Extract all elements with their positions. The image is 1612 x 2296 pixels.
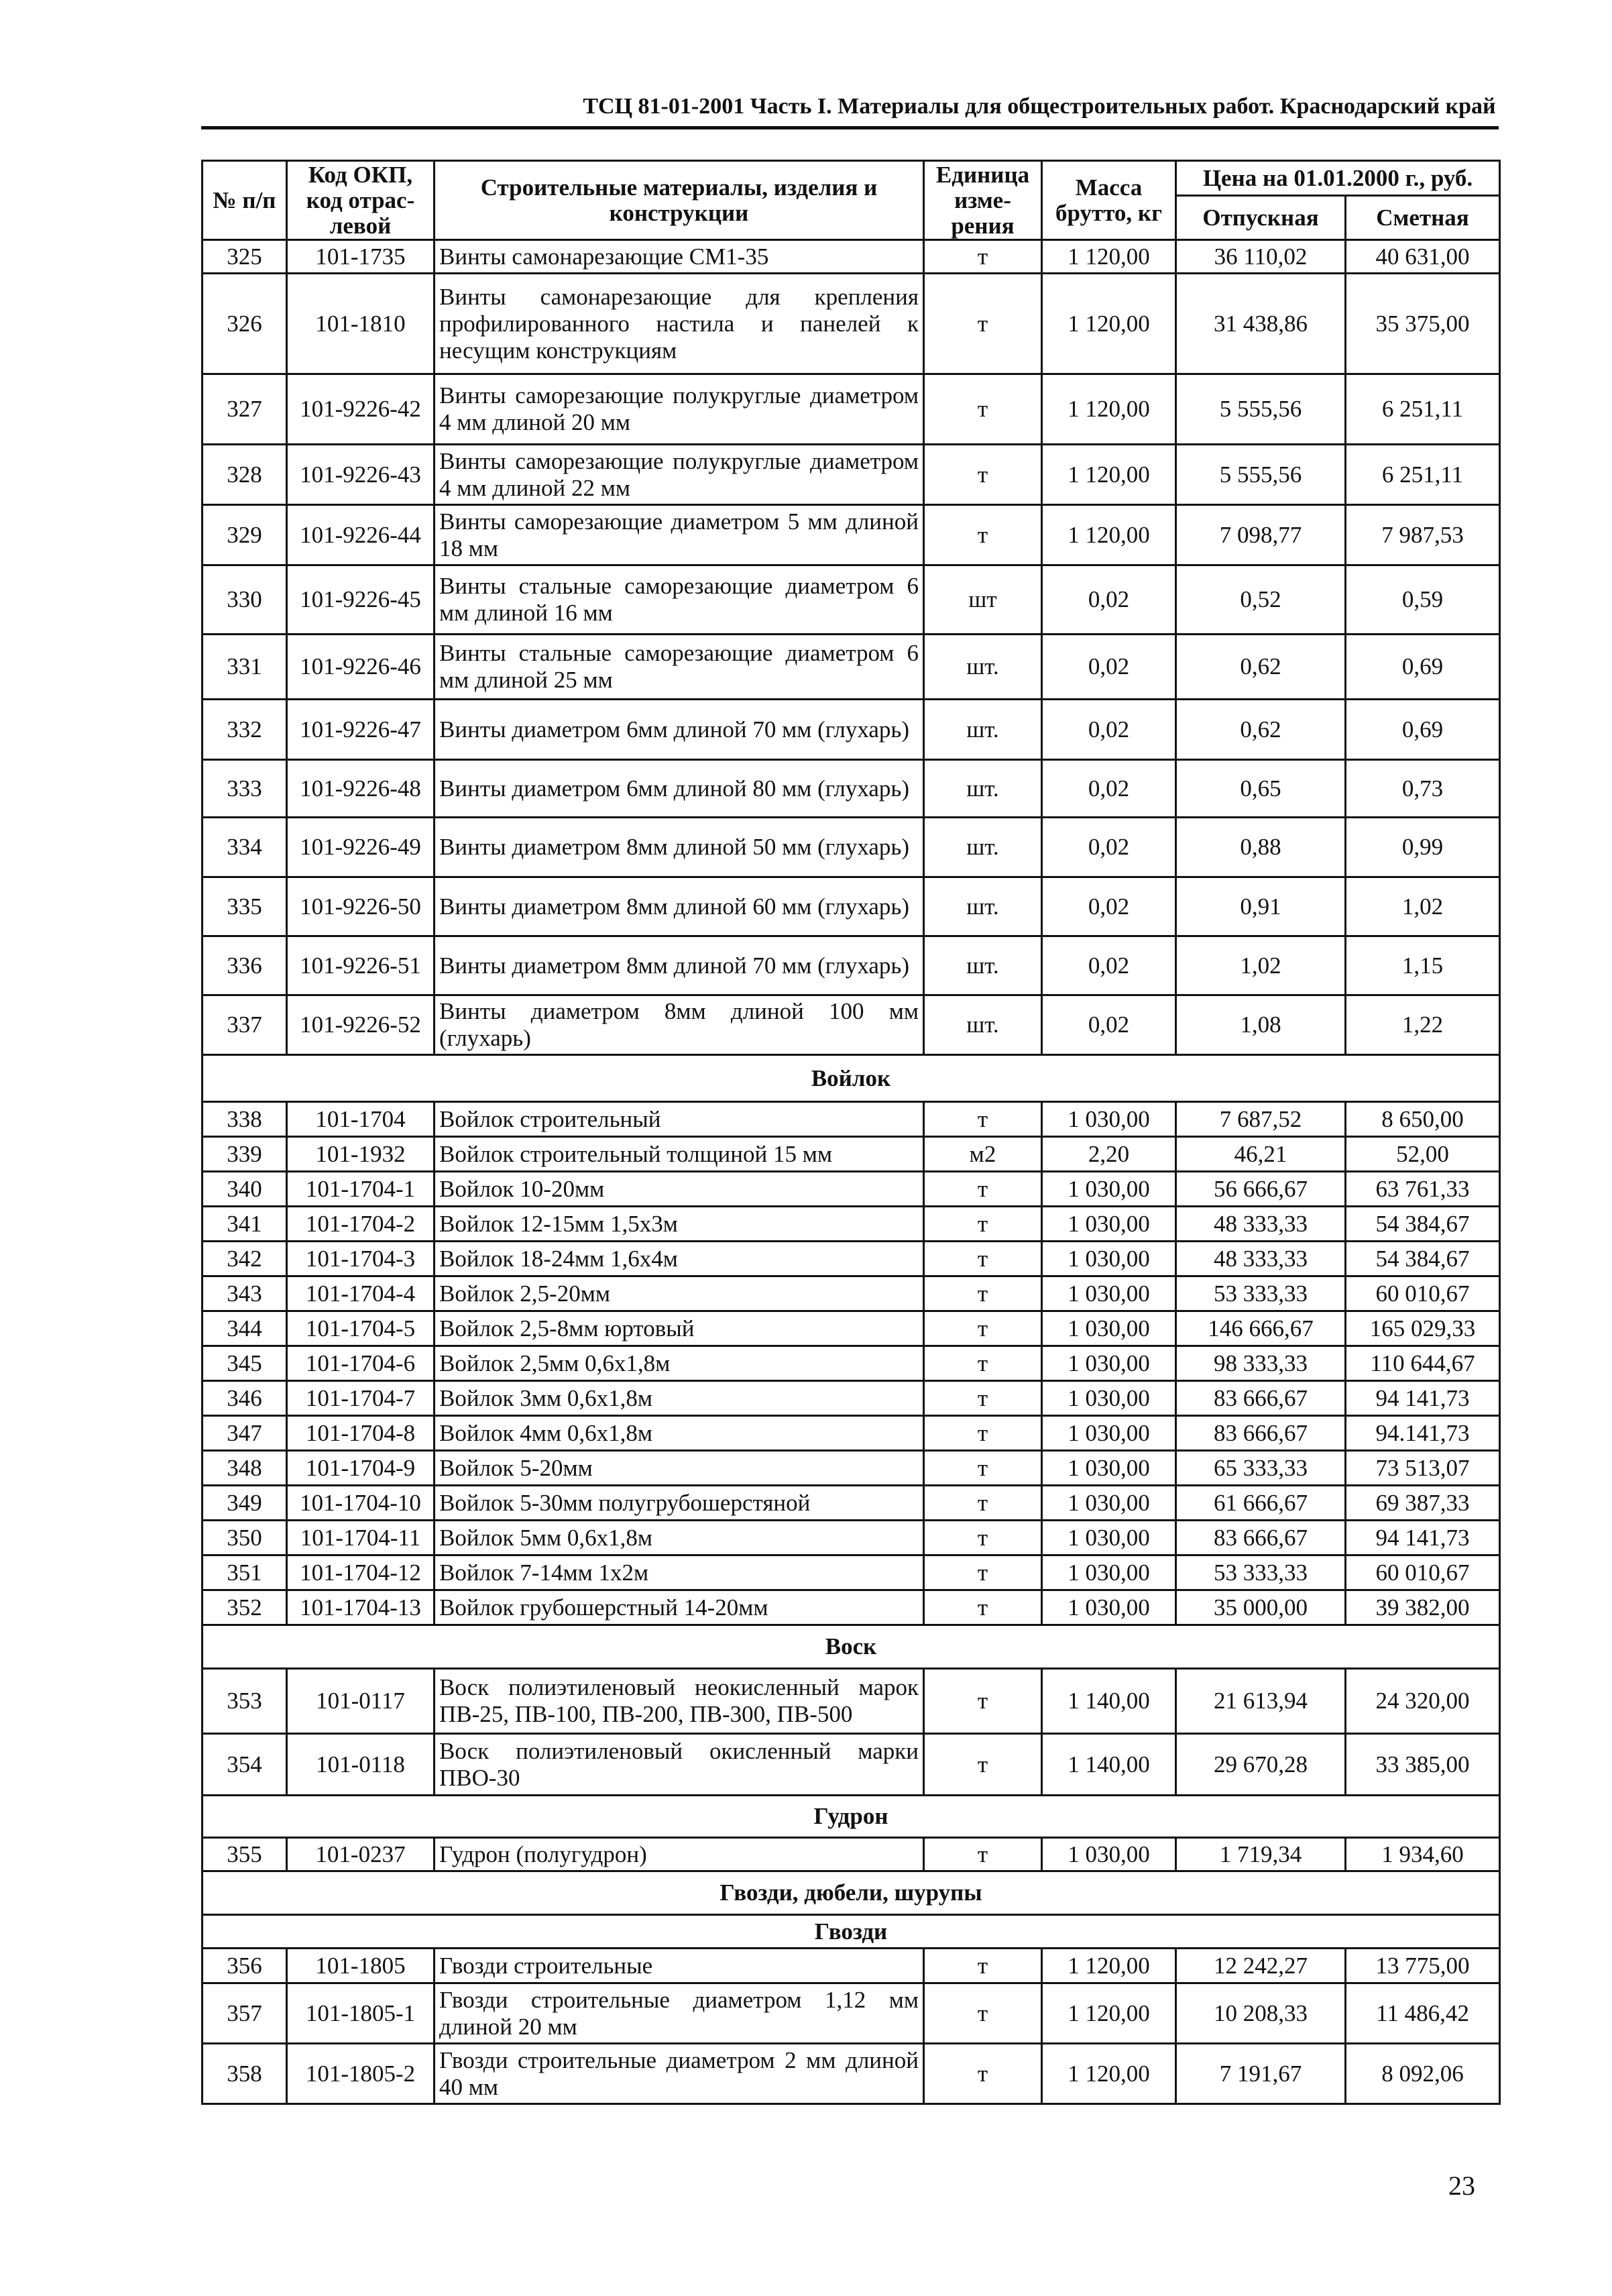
cell-mass: 1 140,00: [1042, 1734, 1176, 1796]
cell-code: 101-1810: [287, 274, 435, 374]
cell-price-estimate: 6 251,11: [1346, 374, 1500, 445]
cell-num: 356: [203, 1949, 287, 1983]
cell-mass: 1 120,00: [1042, 240, 1176, 274]
table-row: [203, 1983, 1500, 2044]
column-header-price-release: Отпускная: [1176, 196, 1346, 240]
cell-name: Войлок 3мм 0,6х1,8м: [435, 1381, 924, 1416]
cell-price-estimate: 35 375,00: [1346, 274, 1500, 374]
cell-num: 339: [203, 1137, 287, 1172]
cell-mass: 0,02: [1042, 760, 1176, 818]
table-row: [203, 818, 1500, 877]
table-row: [203, 1346, 1500, 1381]
cell-code: 101-1704-3: [287, 1242, 435, 1276]
cell-num: 337: [203, 995, 287, 1055]
table-row: [203, 1381, 1500, 1416]
cell-price-estimate: 52,00: [1346, 1137, 1500, 1172]
cell-mass: 1 120,00: [1042, 1983, 1176, 2044]
cell-price-estimate: 63 761,33: [1346, 1172, 1500, 1207]
section-title: Войлок: [203, 1055, 1500, 1102]
cell-mass: 1 030,00: [1042, 1451, 1176, 1486]
cell-unit: т: [924, 1207, 1042, 1242]
cell-price-estimate: 24 320,00: [1346, 1669, 1500, 1734]
cell-unit: т: [924, 1311, 1042, 1346]
cell-price-release: 0,62: [1176, 700, 1346, 760]
cell-name: Войлок 7-14мм 1х2м: [435, 1555, 924, 1590]
cell-num: 348: [203, 1451, 287, 1486]
cell-name: Войлок строительный: [435, 1102, 924, 1137]
column-header-price-estimate: Сметная: [1346, 196, 1500, 240]
cell-num: 346: [203, 1381, 287, 1416]
cell-unit: т: [924, 1669, 1042, 1734]
cell-num: 355: [203, 1838, 287, 1871]
cell-price-release: 7 191,67: [1176, 2044, 1346, 2104]
cell-code: 101-1704-9: [287, 1451, 435, 1486]
cell-name: Войлок 2,5мм 0,6х1,8м: [435, 1346, 924, 1381]
cell-mass: 0,02: [1042, 877, 1176, 936]
cell-mass: 0,02: [1042, 565, 1176, 635]
cell-name: Войлок 12-15мм 1,5х3м: [435, 1207, 924, 1242]
table-row: [203, 1451, 1500, 1486]
cell-unit: т: [924, 374, 1042, 445]
section-title: Воск: [203, 1625, 1500, 1669]
cell-price-release: 29 670,28: [1176, 1734, 1346, 1796]
cell-code: 101-1704-8: [287, 1416, 435, 1451]
cell-num: 336: [203, 936, 287, 995]
cell-mass: 1 030,00: [1042, 1276, 1176, 1311]
table-header: [203, 161, 1500, 240]
cell-unit: т: [924, 240, 1042, 274]
cell-price-estimate: 60 010,67: [1346, 1555, 1500, 1590]
cell-mass: 1 030,00: [1042, 1242, 1176, 1276]
cell-code: 101-9226-43: [287, 445, 435, 505]
page-number: 23: [1448, 2171, 1475, 2201]
cell-price-estimate: 0,69: [1346, 635, 1500, 700]
cell-mass: 1 120,00: [1042, 505, 1176, 565]
cell-unit: т: [924, 1381, 1042, 1416]
table-row: [203, 1669, 1500, 1734]
cell-mass: 1 120,00: [1042, 1949, 1176, 1983]
cell-price-release: 31 438,86: [1176, 274, 1346, 374]
cell-price-release: 5 555,56: [1176, 445, 1346, 505]
table-row: [203, 1137, 1500, 1172]
cell-price-estimate: 0,73: [1346, 760, 1500, 818]
cell-code: 101-9226-51: [287, 936, 435, 995]
subsection-row: [203, 1915, 1500, 1949]
cell-name: Винты диаметром 6мм длиной 80 мм (глухарь): [435, 760, 924, 818]
cell-unit: шт.: [924, 760, 1042, 818]
cell-code: 101-1704-6: [287, 1346, 435, 1381]
cell-unit: т: [924, 1416, 1042, 1451]
cell-mass: 0,02: [1042, 635, 1176, 700]
cell-unit: шт.: [924, 936, 1042, 995]
cell-unit: т: [924, 1838, 1042, 1871]
cell-num: 358: [203, 2044, 287, 2104]
cell-price-estimate: 6 251,11: [1346, 445, 1500, 505]
cell-price-release: 7 687,52: [1176, 1102, 1346, 1137]
cell-code: 101-9226-49: [287, 818, 435, 877]
cell-price-release: 61 666,67: [1176, 1486, 1346, 1521]
table-row: [203, 700, 1500, 760]
cell-code: 101-9226-52: [287, 995, 435, 1055]
table-row: [203, 1521, 1500, 1555]
cell-price-release: 10 208,33: [1176, 1983, 1346, 2044]
cell-price-release: 53 333,33: [1176, 1555, 1346, 1590]
cell-mass: 1 120,00: [1042, 374, 1176, 445]
cell-unit: т: [924, 1486, 1042, 1521]
table-row: [203, 877, 1500, 936]
table-row: [203, 1590, 1500, 1625]
cell-name: Винты диаметром 8мм длиной 70 мм (глухарь): [435, 936, 924, 995]
cell-code: 101-1704-10: [287, 1486, 435, 1521]
cell-unit: шт.: [924, 877, 1042, 936]
cell-num: 326: [203, 274, 287, 374]
cell-price-release: 0,52: [1176, 565, 1346, 635]
cell-price-release: 48 333,33: [1176, 1242, 1346, 1276]
section-row: [203, 1055, 1500, 1102]
table-row: [203, 240, 1500, 274]
cell-name: Войлок 10-20мм: [435, 1172, 924, 1207]
cell-price-estimate: 73 513,07: [1346, 1451, 1500, 1486]
column-header-num: № п/п: [203, 161, 287, 240]
cell-code: 101-1704-13: [287, 1590, 435, 1625]
cell-mass: 1 030,00: [1042, 1346, 1176, 1381]
cell-price-release: 0,62: [1176, 635, 1346, 700]
cell-unit: т: [924, 1102, 1042, 1137]
cell-price-estimate: 0,69: [1346, 700, 1500, 760]
cell-unit: т: [924, 1451, 1042, 1486]
cell-code: 101-1704: [287, 1102, 435, 1137]
cell-code: 101-1704-11: [287, 1521, 435, 1555]
cell-price-release: 98 333,33: [1176, 1346, 1346, 1381]
cell-num: 332: [203, 700, 287, 760]
cell-price-estimate: 60 010,67: [1346, 1276, 1500, 1311]
cell-name: Винты самонарезающие для крепления профилированного настила и панелей к несущим конструкциям: [435, 274, 924, 374]
cell-unit: т: [924, 1242, 1042, 1276]
cell-unit: т: [924, 2044, 1042, 2104]
price-table: [201, 160, 1501, 2105]
table-row: [203, 1734, 1500, 1796]
cell-unit: т: [924, 1521, 1042, 1555]
cell-code: 101-1805-2: [287, 2044, 435, 2104]
cell-price-release: 83 666,67: [1176, 1416, 1346, 1451]
cell-mass: 1 030,00: [1042, 1207, 1176, 1242]
cell-mass: 1 120,00: [1042, 274, 1176, 374]
cell-code: 101-1704-5: [287, 1311, 435, 1346]
cell-unit: т: [924, 1734, 1042, 1796]
cell-mass: 1 140,00: [1042, 1669, 1176, 1734]
cell-num: 333: [203, 760, 287, 818]
cell-price-estimate: 1,02: [1346, 877, 1500, 936]
cell-name: Гвозди строительные: [435, 1949, 924, 1983]
cell-num: 351: [203, 1555, 287, 1590]
cell-name: Винты саморезающие полукруглые диаметром 4 мм длиной 22 мм: [435, 445, 924, 505]
cell-mass: 1 030,00: [1042, 1416, 1176, 1451]
table-row: [203, 1416, 1500, 1451]
cell-price-estimate: 39 382,00: [1346, 1590, 1500, 1625]
cell-name: Гвозди строительные диаметром 2 мм длиной 40 мм: [435, 2044, 924, 2104]
cell-num: 345: [203, 1346, 287, 1381]
cell-price-release: 12 242,27: [1176, 1949, 1346, 1983]
cell-code: 101-1932: [287, 1137, 435, 1172]
cell-num: 342: [203, 1242, 287, 1276]
cell-price-estimate: 94 141,73: [1346, 1521, 1500, 1555]
section-row: [203, 1625, 1500, 1669]
cell-name: Войлок 5мм 0,6х1,8м: [435, 1521, 924, 1555]
table-row: [203, 1242, 1500, 1276]
cell-name: Воск полиэтиленовый неокисленный марок ПВ-25, ПВ-100, ПВ-200, ПВ-300, ПВ-500: [435, 1669, 924, 1734]
cell-name: Винты стальные саморезающие диаметром 6 мм длиной 16 мм: [435, 565, 924, 635]
cell-name: Войлок 2,5-8мм юртовый: [435, 1311, 924, 1346]
cell-code: 101-9226-42: [287, 374, 435, 445]
cell-price-release: 1 719,34: [1176, 1838, 1346, 1871]
section-title: Гудрон: [203, 1796, 1500, 1838]
table-row: [203, 1207, 1500, 1242]
cell-name: Винты самонарезающие СМ1-35: [435, 240, 924, 274]
cell-unit: т: [924, 1346, 1042, 1381]
cell-name: Воск полиэтиленовый окисленный марки ПВО-30: [435, 1734, 924, 1796]
column-header-name: Строительные материалы, изделия и конструкции: [435, 161, 924, 240]
cell-price-estimate: 94 141,73: [1346, 1381, 1500, 1416]
cell-name: Войлок 18-24мм 1,6х4м: [435, 1242, 924, 1276]
cell-code: 101-9226-45: [287, 565, 435, 635]
cell-price-release: 0,65: [1176, 760, 1346, 818]
table-row: [203, 1172, 1500, 1207]
cell-name: Винты диаметром 8мм длиной 100 мм (глухарь): [435, 995, 924, 1055]
cell-mass: 1 030,00: [1042, 1590, 1176, 1625]
cell-code: 101-1704-4: [287, 1276, 435, 1311]
table-row: [203, 995, 1500, 1055]
cell-code: 101-9226-44: [287, 505, 435, 565]
cell-code: 101-9226-48: [287, 760, 435, 818]
cell-name: Винты диаметром 6мм длиной 70 мм (глухарь): [435, 700, 924, 760]
cell-mass: 1 030,00: [1042, 1486, 1176, 1521]
cell-unit: т: [924, 505, 1042, 565]
cell-code: 101-1805-1: [287, 1983, 435, 2044]
cell-price-estimate: 8 650,00: [1346, 1102, 1500, 1137]
cell-num: 357: [203, 1983, 287, 2044]
cell-num: 340: [203, 1172, 287, 1207]
table-row: [203, 936, 1500, 995]
cell-mass: 0,02: [1042, 818, 1176, 877]
column-header-code: Код ОКП, код отрас-левой: [287, 161, 435, 240]
cell-mass: 1 120,00: [1042, 2044, 1176, 2104]
cell-code: 101-0237: [287, 1838, 435, 1871]
cell-num: 353: [203, 1669, 287, 1734]
column-header-unit: Единица изме-рения: [924, 161, 1042, 240]
cell-price-release: 5 555,56: [1176, 374, 1346, 445]
cell-name: Винты саморезающие полукруглые диаметром 4 мм длиной 20 мм: [435, 374, 924, 445]
cell-unit: т: [924, 1949, 1042, 1983]
cell-price-release: 83 666,67: [1176, 1521, 1346, 1555]
table-row: [203, 1838, 1500, 1871]
cell-code: 101-1805: [287, 1949, 435, 1983]
cell-mass: 0,02: [1042, 995, 1176, 1055]
cell-num: 341: [203, 1207, 287, 1242]
cell-code: 101-1704-7: [287, 1381, 435, 1416]
column-header-price-group: Цена на 01.01.2000 г., руб.: [1176, 161, 1500, 196]
cell-code: 101-0118: [287, 1734, 435, 1796]
cell-unit: шт.: [924, 818, 1042, 877]
cell-price-release: 146 666,67: [1176, 1311, 1346, 1346]
cell-name: Гудрон (полугудрон): [435, 1838, 924, 1871]
cell-unit: шт: [924, 565, 1042, 635]
cell-price-release: 7 098,77: [1176, 505, 1346, 565]
cell-num: 327: [203, 374, 287, 445]
cell-unit: т: [924, 274, 1042, 374]
cell-num: 330: [203, 565, 287, 635]
cell-mass: 2,20: [1042, 1137, 1176, 1172]
cell-mass: 1 030,00: [1042, 1172, 1176, 1207]
cell-price-estimate: 54 384,67: [1346, 1242, 1500, 1276]
cell-price-release: 0,88: [1176, 818, 1346, 877]
cell-price-estimate: 40 631,00: [1346, 240, 1500, 274]
table-row: [203, 1949, 1500, 1983]
header-rule: [201, 126, 1499, 129]
table-row: [203, 445, 1500, 505]
cell-price-release: 83 666,67: [1176, 1381, 1346, 1416]
cell-num: 335: [203, 877, 287, 936]
table-row: [203, 1276, 1500, 1311]
cell-unit: т: [924, 1555, 1042, 1590]
section-row: [203, 1796, 1500, 1838]
cell-name: Войлок 2,5-20мм: [435, 1276, 924, 1311]
cell-code: 101-1735: [287, 240, 435, 274]
cell-price-estimate: 7 987,53: [1346, 505, 1500, 565]
cell-code: 101-9226-50: [287, 877, 435, 936]
cell-price-release: 53 333,33: [1176, 1276, 1346, 1311]
section-row: [203, 1871, 1500, 1915]
cell-price-release: 21 613,94: [1176, 1669, 1346, 1734]
cell-num: 338: [203, 1102, 287, 1137]
cell-mass: 1 030,00: [1042, 1555, 1176, 1590]
cell-num: 347: [203, 1416, 287, 1451]
cell-unit: т: [924, 1172, 1042, 1207]
table-row: [203, 374, 1500, 445]
cell-price-estimate: 110 644,67: [1346, 1346, 1500, 1381]
cell-name: Войлок 4мм 0,6х1,8м: [435, 1416, 924, 1451]
column-header-mass: Масса брутто, кг: [1042, 161, 1176, 240]
cell-name: Винты стальные саморезающие диаметром 6 мм длиной 25 мм: [435, 635, 924, 700]
cell-unit: шт.: [924, 700, 1042, 760]
cell-unit: шт.: [924, 635, 1042, 700]
cell-price-release: 46,21: [1176, 1137, 1346, 1172]
table-row: [203, 1555, 1500, 1590]
cell-unit: т: [924, 1983, 1042, 2044]
table-row: [203, 1486, 1500, 1521]
cell-num: 343: [203, 1276, 287, 1311]
cell-mass: 0,02: [1042, 936, 1176, 995]
cell-num: 344: [203, 1311, 287, 1346]
cell-name: Винты саморезающие диаметром 5 мм длиной 18 мм: [435, 505, 924, 565]
cell-num: 352: [203, 1590, 287, 1625]
cell-mass: 1 030,00: [1042, 1838, 1176, 1871]
cell-price-estimate: 33 385,00: [1346, 1734, 1500, 1796]
cell-num: 329: [203, 505, 287, 565]
table-body: [203, 240, 1500, 2104]
cell-code: 101-9226-47: [287, 700, 435, 760]
cell-unit: шт.: [924, 995, 1042, 1055]
cell-price-estimate: 8 092,06: [1346, 2044, 1500, 2104]
cell-price-estimate: 54 384,67: [1346, 1207, 1500, 1242]
cell-code: 101-1704-2: [287, 1207, 435, 1242]
cell-unit: т: [924, 1590, 1042, 1625]
cell-code: 101-0117: [287, 1669, 435, 1734]
cell-price-estimate: 1,15: [1346, 936, 1500, 995]
cell-price-release: 48 333,33: [1176, 1207, 1346, 1242]
table-row: [203, 274, 1500, 374]
table-row: [203, 505, 1500, 565]
cell-unit: т: [924, 445, 1042, 505]
cell-price-estimate: 94.141,73: [1346, 1416, 1500, 1451]
cell-num: 354: [203, 1734, 287, 1796]
cell-price-estimate: 13 775,00: [1346, 1949, 1500, 1983]
cell-name: Войлок 5-30мм полугрубошерстяной: [435, 1486, 924, 1521]
cell-price-release: 0,91: [1176, 877, 1346, 936]
cell-price-estimate: 0,59: [1346, 565, 1500, 635]
section-title: Гвозди, дюбели, шурупы: [203, 1871, 1500, 1915]
cell-price-estimate: 1,22: [1346, 995, 1500, 1055]
cell-num: 334: [203, 818, 287, 877]
cell-name: Войлок 5-20мм: [435, 1451, 924, 1486]
cell-mass: 1 030,00: [1042, 1521, 1176, 1555]
cell-price-release: 56 666,67: [1176, 1172, 1346, 1207]
cell-price-release: 1,08: [1176, 995, 1346, 1055]
running-header: ТСЦ 81-01-2001 Часть I. Материалы для общестроительных работ. Краснодарский край: [583, 94, 1496, 119]
cell-name: Винты диаметром 8мм длиной 50 мм (глухарь): [435, 818, 924, 877]
table-row: [203, 2044, 1500, 2104]
cell-num: 328: [203, 445, 287, 505]
cell-num: 331: [203, 635, 287, 700]
cell-price-release: 35 000,00: [1176, 1590, 1346, 1625]
cell-num: 325: [203, 240, 287, 274]
cell-unit: т: [924, 1276, 1042, 1311]
cell-price-estimate: 11 486,42: [1346, 1983, 1500, 2044]
cell-code: 101-9226-46: [287, 635, 435, 700]
cell-price-release: 65 333,33: [1176, 1451, 1346, 1486]
cell-code: 101-1704-1: [287, 1172, 435, 1207]
table-row: [203, 760, 1500, 818]
cell-price-estimate: 69 387,33: [1346, 1486, 1500, 1521]
cell-num: 349: [203, 1486, 287, 1521]
cell-mass: 1 030,00: [1042, 1102, 1176, 1137]
cell-unit: м2: [924, 1137, 1042, 1172]
cell-price-estimate: 0,99: [1346, 818, 1500, 877]
cell-price-release: 1,02: [1176, 936, 1346, 995]
table-row: [203, 565, 1500, 635]
cell-name: Винты диаметром 8мм длиной 60 мм (глухарь): [435, 877, 924, 936]
cell-mass: 1 120,00: [1042, 445, 1176, 505]
cell-price-estimate: 165 029,33: [1346, 1311, 1500, 1346]
table-row: [203, 1102, 1500, 1137]
cell-price-estimate: 1 934,60: [1346, 1838, 1500, 1871]
cell-code: 101-1704-12: [287, 1555, 435, 1590]
cell-mass: 1 030,00: [1042, 1381, 1176, 1416]
cell-mass: 1 030,00: [1042, 1311, 1176, 1346]
subsection-title: Гвозди: [203, 1915, 1500, 1949]
cell-name: Войлок строительный толщиной 15 мм: [435, 1137, 924, 1172]
cell-mass: 0,02: [1042, 700, 1176, 760]
cell-name: Гвозди строительные диаметром 1,12 мм длиной 20 мм: [435, 1983, 924, 2044]
cell-price-release: 36 110,02: [1176, 240, 1346, 274]
cell-name: Войлок грубошерстный 14-20мм: [435, 1590, 924, 1625]
table-row: [203, 635, 1500, 700]
cell-num: 350: [203, 1521, 287, 1555]
table-row: [203, 1311, 1500, 1346]
